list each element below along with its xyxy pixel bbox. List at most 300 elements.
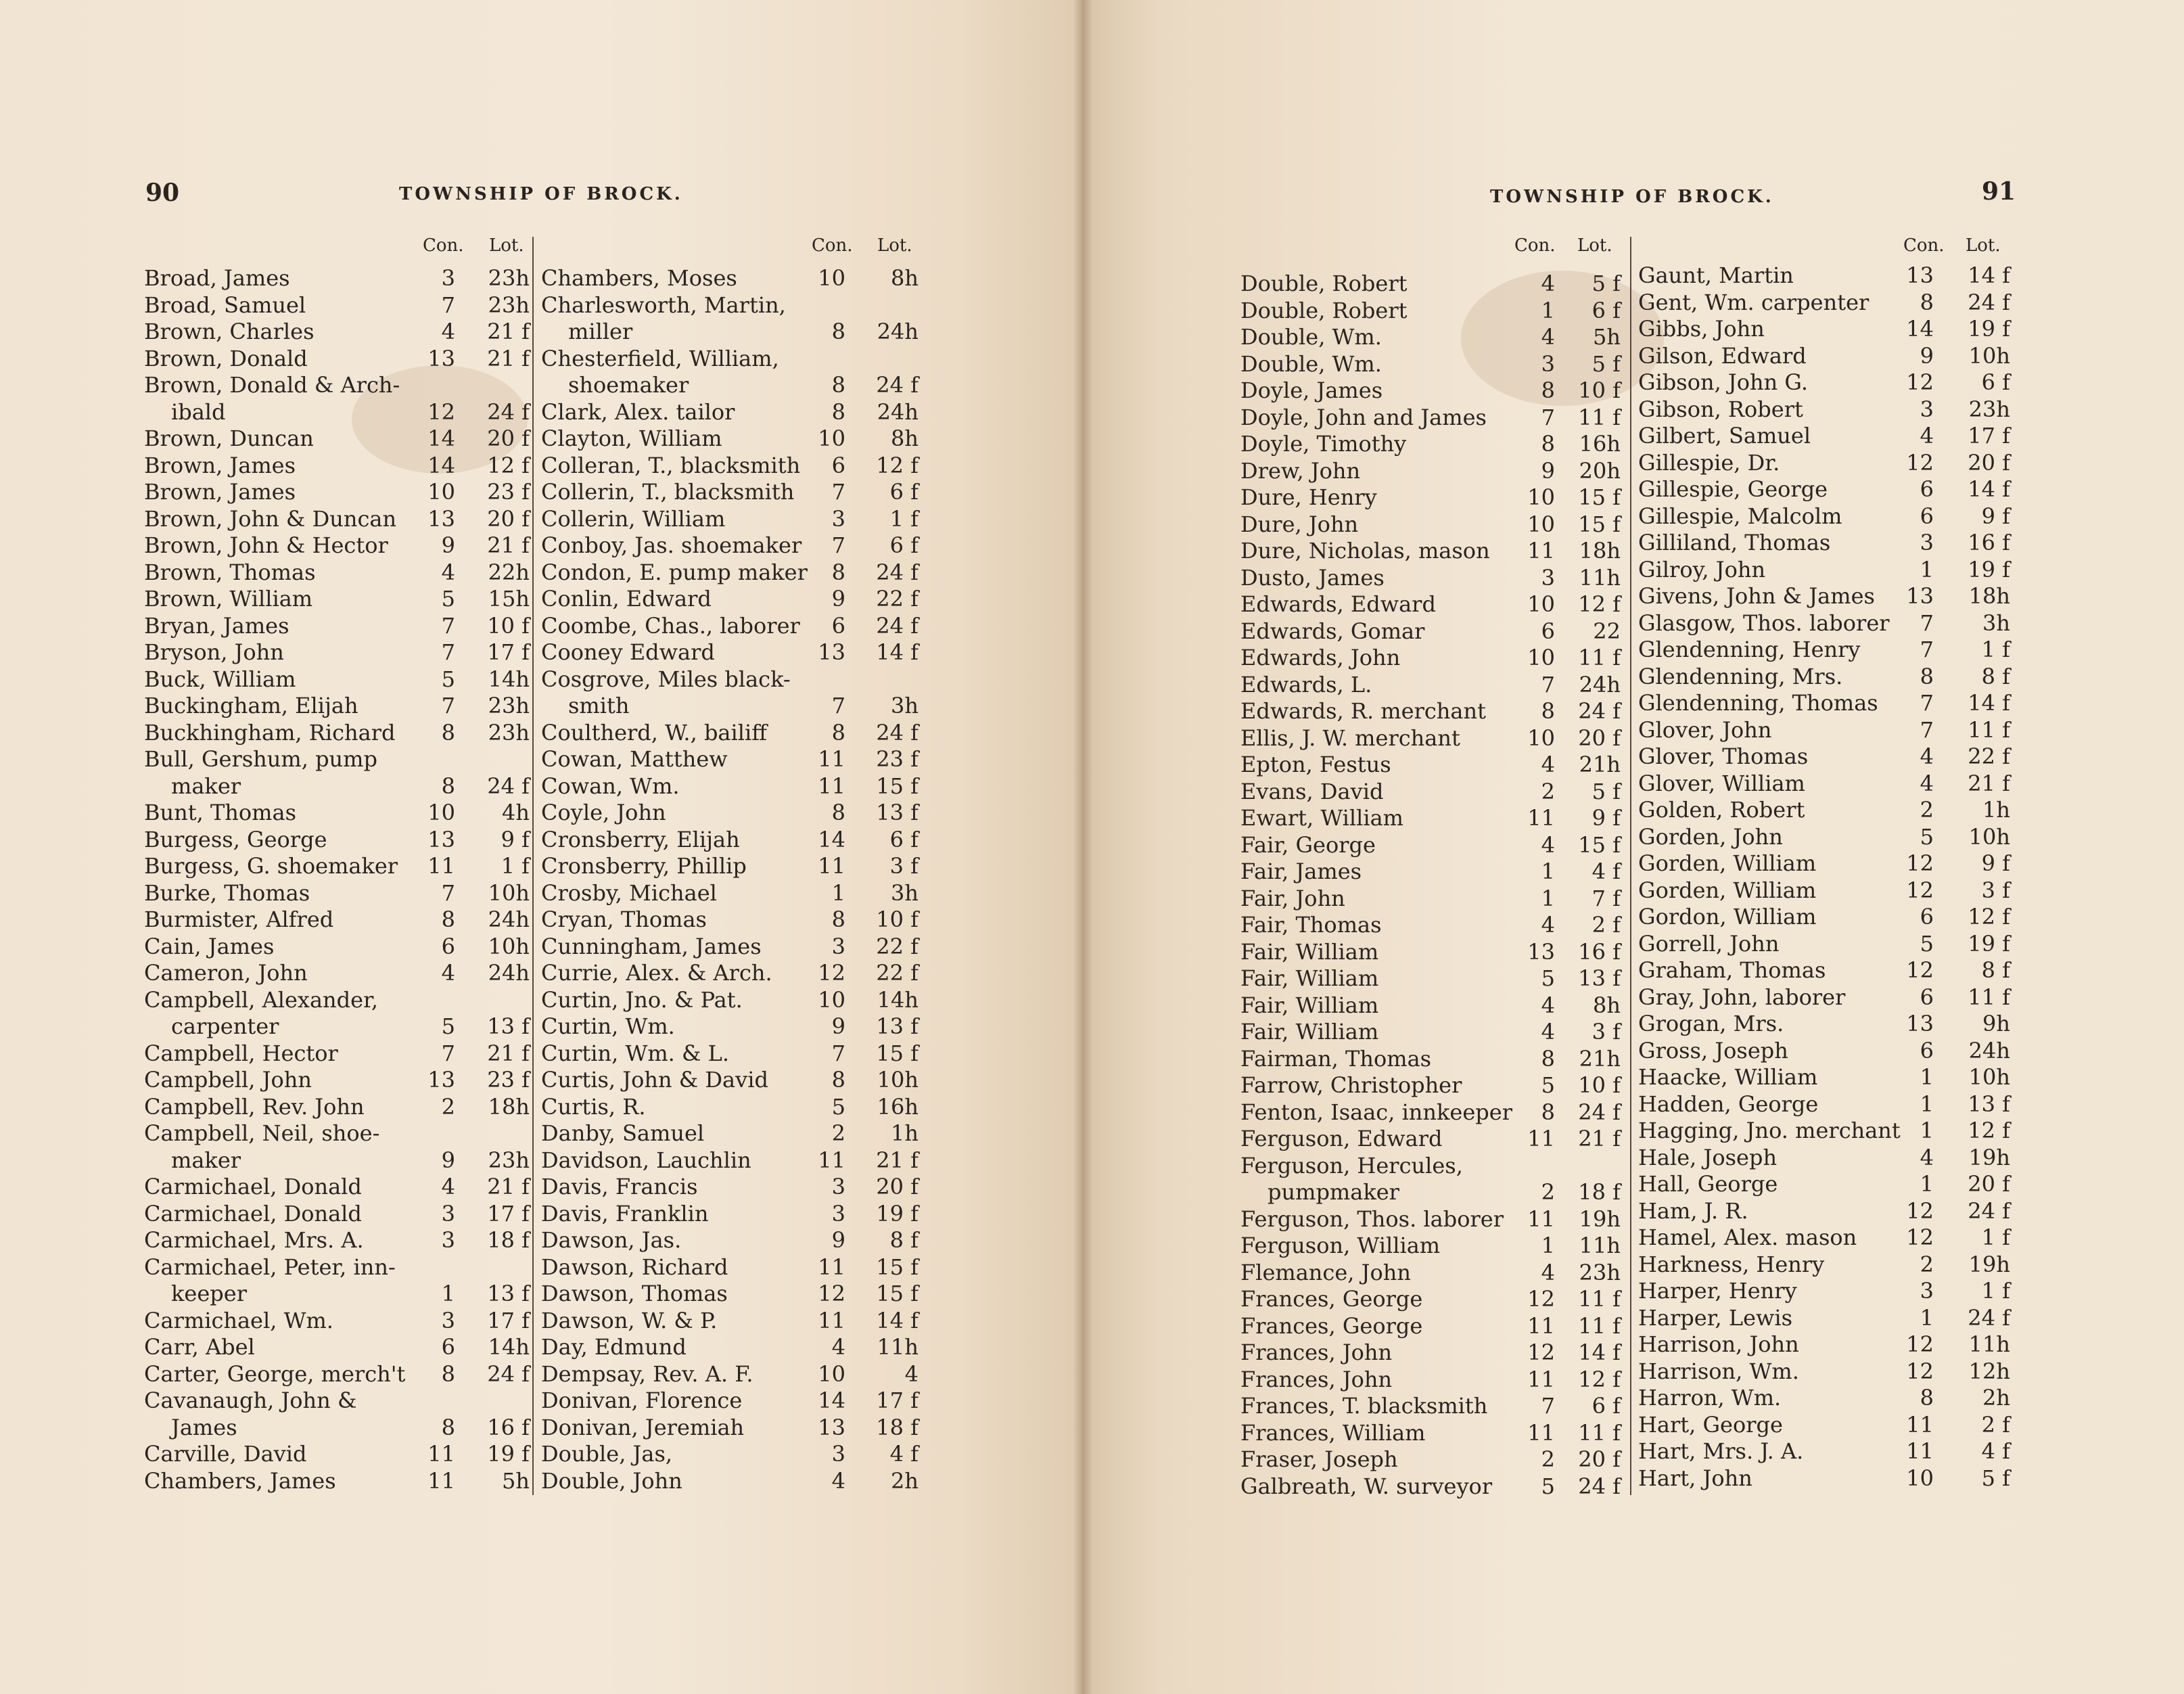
directory-entry	[1638, 1145, 2030, 1172]
directory-entry	[1240, 405, 1633, 432]
entry-name: Glover, John	[1638, 716, 1772, 743]
entry-name: Crosby, Michael	[541, 879, 717, 906]
entry-name: Brown, Charles	[144, 319, 315, 344]
entry-concession: 4	[441, 960, 455, 986]
entry-concession: 9	[1920, 342, 1934, 369]
entry-lot: 21h	[1579, 752, 1621, 777]
entry-lot: 23h	[488, 265, 530, 291]
entry-name: Campbell, Hector	[144, 1040, 338, 1066]
entry-lot: 11 f	[1578, 1286, 1621, 1312]
entry-lot: 17 f	[487, 1307, 530, 1333]
entry-concession: 8	[1541, 377, 1555, 403]
entry-concession: 10	[1527, 511, 1555, 537]
directory-entry	[541, 1201, 927, 1228]
entry-name: Cronsberry, Elijah	[541, 826, 740, 852]
entry-concession: 10	[1906, 1465, 1934, 1491]
entry-concession: 12	[1906, 957, 1934, 983]
entry-lot: 21 f	[1968, 770, 2010, 796]
directory-entry	[541, 720, 927, 747]
entry-name: Gillespie, Malcolm	[1638, 503, 1842, 529]
entry-concession: 7	[831, 693, 845, 718]
entry-concession: 4	[441, 319, 455, 344]
entry-name: Hart, John	[1638, 1465, 1752, 1491]
entry-name: Gorrell, John	[1638, 930, 1780, 957]
directory-entry	[144, 1441, 536, 1468]
entry-name: Dure, John	[1240, 511, 1359, 537]
entry-name: Glasgow, Thos. laborer	[1638, 610, 1890, 636]
entry-lot: 8h	[1593, 992, 1621, 1018]
directory-entry	[541, 800, 927, 827]
entry-concession: 4	[1541, 992, 1555, 1018]
entry-name: Hale, Joseph	[1638, 1144, 1778, 1170]
entry-name: Davis, Franklin	[541, 1200, 709, 1227]
directory-entry	[1240, 565, 1633, 592]
entry-concession: 2	[1920, 797, 1934, 823]
directory-entry	[144, 693, 536, 720]
entry-concession: 3	[1541, 564, 1555, 591]
directory-entry	[1240, 1393, 1633, 1420]
entry-concession: 4	[441, 559, 455, 585]
directory-entry	[541, 1227, 927, 1254]
entry-name: Carter, George, merch't	[144, 1360, 406, 1387]
entry-name: Carmichael, Donald	[144, 1200, 362, 1227]
entry-lot: 3h	[891, 879, 919, 906]
entry-lot: 13 f	[1968, 1091, 2010, 1117]
entry-name: Burgess, George	[144, 826, 327, 852]
entry-concession: 10	[1527, 645, 1555, 670]
entry-concession: 11	[427, 1467, 455, 1494]
entry-name: Doyle, James	[1240, 377, 1383, 403]
entry-lot: 23 f	[487, 1067, 530, 1093]
directory-entry	[1240, 1153, 1633, 1180]
directory-entry	[541, 1441, 927, 1468]
directory-entry	[1240, 298, 1633, 325]
directory-entry	[541, 934, 927, 961]
directory-entry	[541, 1415, 927, 1442]
entry-name: Gray, John, laborer	[1638, 984, 1846, 1010]
entry-name: Ferguson, Edward	[1240, 1126, 1443, 1151]
directory-entry	[144, 880, 536, 907]
entry-lot: 11 f	[1968, 984, 2010, 1010]
directory-entry	[541, 1174, 927, 1201]
entry-concession: 8	[1541, 431, 1555, 457]
directory-entry	[541, 853, 927, 880]
directory-entry	[1638, 797, 2030, 824]
column-rule	[1630, 237, 1631, 1495]
entry-concession: 10	[1527, 725, 1555, 751]
entry-lot: 18h	[1579, 538, 1621, 564]
entry-concession: 1	[1541, 885, 1555, 911]
entry-lot: 10h	[877, 1067, 919, 1093]
directory-entry	[1240, 698, 1633, 725]
entry-lot: 22 f	[876, 933, 919, 959]
entry-concession: 8	[831, 398, 845, 425]
entry-lot: 23h	[1579, 1259, 1621, 1285]
entry-lot: 24 f	[1578, 1473, 1621, 1499]
entry-name: Fair, James	[1240, 859, 1362, 884]
entry-concession: 13	[818, 639, 845, 665]
entry-name: Colleran, T., blacksmith	[541, 452, 801, 478]
entry-lot: 19h	[1579, 1206, 1621, 1232]
directory-entry	[1638, 984, 2030, 1011]
entry-name: Harron, Wm.	[1638, 1385, 1782, 1411]
entry-name: Bull, Gershum, pump	[144, 746, 377, 772]
entry-name: Brown, Thomas	[144, 559, 316, 585]
entry-concession: 5	[1920, 823, 1934, 850]
entry-lot: 16 f	[1968, 530, 2010, 555]
entry-lot: 24 f	[487, 398, 530, 425]
entry-concession: 8	[831, 719, 845, 746]
entry-concession: 6	[831, 452, 845, 478]
entry-lot: 15h	[488, 586, 530, 612]
entry-concession: 12	[818, 960, 845, 986]
directory-entry	[144, 1468, 536, 1495]
entry-lot: 12 f	[1968, 904, 2010, 930]
entry-concession: 12	[1527, 1340, 1555, 1365]
entry-concession: 13	[427, 826, 455, 852]
entry-name: Burke, Thomas	[144, 879, 310, 906]
entry-lot: 14 f	[876, 1307, 919, 1333]
entry-lot: 9 f	[1591, 805, 1621, 831]
entry-concession: 3	[1920, 396, 1934, 422]
entry-concession: 9	[441, 532, 455, 558]
entry-lot: 9 f	[1981, 850, 2010, 876]
entry-lot: 5 f	[1591, 350, 1621, 377]
directory-entry	[541, 1120, 927, 1147]
directory-entry	[541, 613, 927, 640]
entry-concession: 12	[427, 398, 455, 425]
entry-concession: 10	[818, 265, 845, 291]
entry-lot: 24h	[1968, 1037, 2010, 1063]
entry-name: Golden, Robert	[1638, 797, 1805, 823]
directory-entry	[541, 426, 927, 453]
entry-name: carpenter	[171, 1013, 279, 1039]
directory-entry	[1240, 645, 1633, 672]
entry-lot: 8 f	[1981, 663, 2010, 689]
entry-lot: 5 f	[1591, 271, 1621, 296]
entry-lot: 5h	[502, 1467, 530, 1494]
entry-name: Broad, James	[144, 265, 290, 291]
entry-lot: 3 f	[1981, 877, 2010, 903]
entry-name: Cooney Edward	[541, 639, 715, 665]
directory-entry	[541, 960, 927, 987]
entry-concession: 3	[1541, 350, 1555, 377]
entry-concession: 2	[1541, 1179, 1555, 1205]
directory-entry	[144, 1040, 536, 1068]
entry-concession: 5	[441, 586, 455, 612]
directory-entry	[541, 346, 927, 373]
entry-concession: 12	[1906, 449, 1934, 476]
entry-name: Fair, George	[1240, 831, 1376, 858]
entry-lot: 24h	[877, 319, 919, 344]
entry-name: maker	[171, 773, 241, 799]
entry-concession: 1	[1920, 1171, 1934, 1197]
directory-entry	[144, 800, 536, 827]
entry-lot: 10 f	[487, 612, 530, 639]
directory-entry	[541, 1334, 927, 1361]
entry-lot: 19 f	[1968, 930, 2010, 957]
lot-header: Lot.	[1577, 235, 1612, 256]
entry-name: Gorden, William	[1638, 850, 1817, 876]
entry-name: Glover, William	[1638, 770, 1805, 796]
entry-name: Hart, George	[1638, 1411, 1783, 1438]
entry-concession: 8	[1541, 1045, 1555, 1072]
entry-lot: 24h	[877, 398, 919, 425]
directory-entry	[1638, 664, 2030, 691]
entry-concession: 1	[1920, 1091, 1934, 1117]
directory-entry	[541, 532, 927, 559]
entry-concession: 7	[1541, 1393, 1555, 1419]
entry-lot: 12 f	[487, 452, 530, 478]
entry-concession: 10	[1527, 484, 1555, 510]
entry-name: Graham, Thomas	[1638, 957, 1826, 983]
directory-entry	[1240, 1340, 1633, 1367]
entry-name: Ellis, J. W. merchant	[1240, 725, 1460, 751]
entry-concession: 13	[1906, 262, 1934, 288]
entry-lot: 9 f	[1981, 503, 2010, 529]
entry-lot: 15 f	[1578, 511, 1621, 537]
directory-entry	[1240, 1233, 1633, 1260]
lot-header: Lot.	[489, 235, 524, 256]
entry-lot: 5h	[1593, 324, 1621, 350]
directory-entry	[1240, 1126, 1633, 1153]
entry-name: Fair, William	[1240, 992, 1379, 1018]
directory-entry	[541, 746, 927, 773]
directory-entry	[144, 1147, 536, 1174]
directory-entry	[1240, 377, 1633, 405]
column-header	[1240, 230, 1633, 258]
entry-concession: 6	[1541, 618, 1555, 644]
directory-entry	[541, 1281, 927, 1308]
directory-entry	[1240, 1019, 1633, 1046]
directory-entry	[1240, 965, 1633, 992]
entry-lot: 22	[1593, 618, 1621, 644]
right-page	[1082, 0, 2184, 1694]
directory-entry	[541, 1094, 927, 1121]
entry-lot: 8 f	[1981, 957, 2010, 983]
entry-lot: 1h	[891, 1120, 919, 1146]
directory-entry	[144, 960, 536, 987]
entry-lot: 24h	[1579, 671, 1621, 697]
entry-lot: 5 f	[1591, 778, 1621, 804]
entry-name: Buckhingham, Richard	[144, 719, 396, 746]
entry-name: Fair, John	[1240, 885, 1345, 911]
entry-name: Frances, George	[1240, 1312, 1423, 1339]
entry-lot: 23h	[488, 719, 530, 746]
entry-name: Curtin, Wm. & L.	[541, 1040, 730, 1066]
directory-entry	[1638, 771, 2030, 798]
entry-concession: 4	[1920, 1144, 1934, 1170]
entry-concession: 9	[441, 1147, 455, 1173]
entry-concession: 14	[427, 426, 455, 451]
entry-lot: 6 f	[1591, 1393, 1621, 1419]
directory-entry	[541, 586, 927, 613]
entry-concession: 6	[831, 612, 845, 639]
entry-lot: 14 f	[1968, 690, 2010, 716]
directory-entry	[541, 1013, 927, 1040]
entry-concession: 3	[831, 933, 845, 959]
entry-concession: 2	[1541, 778, 1555, 804]
entry-lot: 10h	[1968, 823, 2010, 850]
entry-lot: 11 f	[1578, 1419, 1621, 1446]
entry-concession: 8	[1920, 663, 1934, 689]
directory-entry	[541, 639, 927, 666]
entry-name: Coombe, Chas., laborer	[541, 612, 800, 639]
directory-entry	[541, 265, 927, 292]
directory-entry	[1638, 1305, 2030, 1332]
directory-entry	[541, 319, 927, 346]
entry-name: Bryson, John	[144, 639, 284, 665]
entry-name: Fenton, Isaac, innkeeper	[1240, 1099, 1512, 1125]
entry-lot: 16h	[877, 1093, 919, 1120]
entry-concession: 4	[441, 1174, 455, 1199]
entry-concession: 7	[441, 612, 455, 639]
entry-concession: 11	[427, 1441, 455, 1467]
entry-lot: 2 f	[1591, 912, 1621, 938]
directory-entry	[1638, 557, 2030, 584]
directory-entry	[1240, 431, 1633, 458]
entry-concession: 4	[1920, 743, 1934, 769]
entry-lot: 14 f	[1968, 476, 2010, 502]
entry-name: Chesterfield, William,	[541, 345, 779, 371]
directory-entry	[1240, 538, 1633, 565]
entry-name: Glendenning, Mrs.	[1638, 663, 1843, 689]
entry-concession: 8	[831, 372, 845, 398]
entry-lot: 10 f	[1578, 377, 1621, 403]
entry-concession: 14	[1906, 316, 1934, 342]
directory-entry	[1638, 476, 2030, 503]
directory-entry	[1638, 530, 2030, 557]
entry-name: Cavanaugh, John &	[144, 1388, 357, 1413]
entry-lot: 10h	[488, 879, 530, 906]
entry-concession: 6	[1920, 984, 1934, 1010]
page-number: 90	[145, 179, 180, 207]
entry-lot: 17 f	[487, 639, 530, 665]
directory-entry	[1638, 583, 2030, 610]
entry-lot: 24 f	[1968, 1304, 2010, 1331]
directory-entry	[1638, 1171, 2030, 1198]
directory-entry	[1240, 992, 1633, 1020]
entry-concession: 5	[1541, 1473, 1555, 1499]
entry-lot: 21 f	[1578, 1126, 1621, 1151]
entry-name: Coultherd, W., bailiff	[541, 719, 767, 746]
entry-concession: 5	[1541, 965, 1555, 991]
entry-concession: 12	[1906, 850, 1934, 876]
entry-name: Cowan, Matthew	[541, 746, 728, 772]
entry-name: Cronsberry, Phillip	[541, 853, 747, 879]
entry-name: Gross, Joseph	[1638, 1037, 1788, 1063]
directory-entry	[1638, 1385, 2030, 1412]
entry-lot: 1 f	[1981, 1224, 2010, 1250]
entry-lot: 17 f	[876, 1388, 919, 1413]
entry-lot: 16 f	[487, 1414, 530, 1440]
directory-entry	[1240, 779, 1633, 806]
entry-lot: 14h	[488, 666, 530, 692]
entry-lot: 17 f	[1968, 423, 2010, 449]
entry-name: Edwards, R. merchant	[1240, 698, 1486, 724]
entry-concession: 13	[427, 505, 455, 532]
directory-entry	[1638, 290, 2030, 317]
entry-lot: 4h	[502, 800, 530, 825]
entry-concession: 14	[427, 452, 455, 478]
directory-entry	[1240, 1206, 1633, 1233]
entry-name: smith	[568, 693, 630, 718]
entry-name: Grogan, Mrs.	[1638, 1011, 1784, 1036]
column-rule	[532, 237, 534, 1495]
directory-entry	[1638, 1438, 2030, 1465]
entry-name: Harper, Henry	[1638, 1278, 1797, 1304]
directory-entry	[1638, 262, 2030, 290]
entry-concession: 4	[1920, 770, 1934, 796]
entry-name: Campbell, Alexander,	[144, 986, 379, 1013]
entry-concession: 6	[441, 1334, 455, 1360]
entry-lot: 6 f	[1591, 297, 1621, 323]
directory-entry	[1240, 672, 1633, 699]
entry-name: Gordon, William	[1638, 904, 1817, 930]
left-page	[0, 0, 1082, 1694]
entry-concession: 4	[831, 1467, 845, 1494]
entry-name: Campbell, John	[144, 1067, 312, 1093]
entry-lot: 20 f	[876, 1174, 919, 1199]
entry-concession: 5	[441, 666, 455, 692]
entry-lot: 16 f	[1578, 938, 1621, 965]
entry-concession: 8	[441, 773, 455, 799]
directory-entry	[144, 934, 536, 961]
directory-entry	[541, 453, 927, 480]
entry-name: Brown, Duncan	[144, 426, 314, 451]
entry-lot: 23 f	[487, 479, 530, 505]
entry-lot: 15 f	[876, 1040, 919, 1066]
directory-entry	[144, 292, 536, 319]
directory-entry	[541, 559, 927, 587]
entry-concession: 12	[818, 1281, 845, 1306]
entry-name: Chambers, James	[144, 1467, 336, 1494]
entry-lot: 1h	[1982, 797, 2010, 823]
entry-lot: 16h	[1579, 431, 1621, 457]
directory-entry	[1638, 1064, 2030, 1091]
directory-entry	[144, 1201, 536, 1228]
entry-concession: 6	[1920, 1037, 1934, 1063]
directory-entry	[144, 1174, 536, 1201]
entry-lot: 24 f	[876, 719, 919, 746]
directory-entry	[1638, 369, 2030, 396]
entry-name: Dawson, Richard	[541, 1254, 728, 1280]
entry-name: Buckingham, Elijah	[144, 693, 358, 718]
entry-name: Doyle, John and James	[1240, 404, 1487, 430]
entry-concession: 3	[831, 1174, 845, 1199]
directory-entry	[1638, 610, 2030, 637]
entry-lot: 24 f	[487, 773, 530, 799]
entry-lot: 11h	[1968, 1331, 2010, 1357]
entry-lot: 11h	[1579, 1233, 1621, 1258]
directory-entry	[541, 693, 927, 720]
entry-name: Brown, Donald	[144, 345, 308, 371]
directory-entry	[144, 987, 536, 1014]
entry-name: Ferguson, Hercules,	[1240, 1152, 1463, 1178]
entry-lot: 4 f	[889, 1441, 919, 1467]
entry-concession: 8	[441, 1414, 455, 1440]
entry-concession: 1	[1920, 1118, 1934, 1143]
entry-name: Carmichael, Wm.	[144, 1307, 333, 1333]
entry-concession: 3	[1920, 530, 1934, 555]
directory-entry	[1240, 832, 1633, 859]
entry-lot: 14h	[877, 986, 919, 1013]
entry-lot: 6 f	[889, 826, 919, 852]
directory-entry	[541, 1254, 927, 1281]
entry-lot: 4 f	[1981, 1438, 2010, 1464]
directory-entry	[1240, 484, 1633, 511]
directory-entry	[1638, 1091, 2030, 1118]
